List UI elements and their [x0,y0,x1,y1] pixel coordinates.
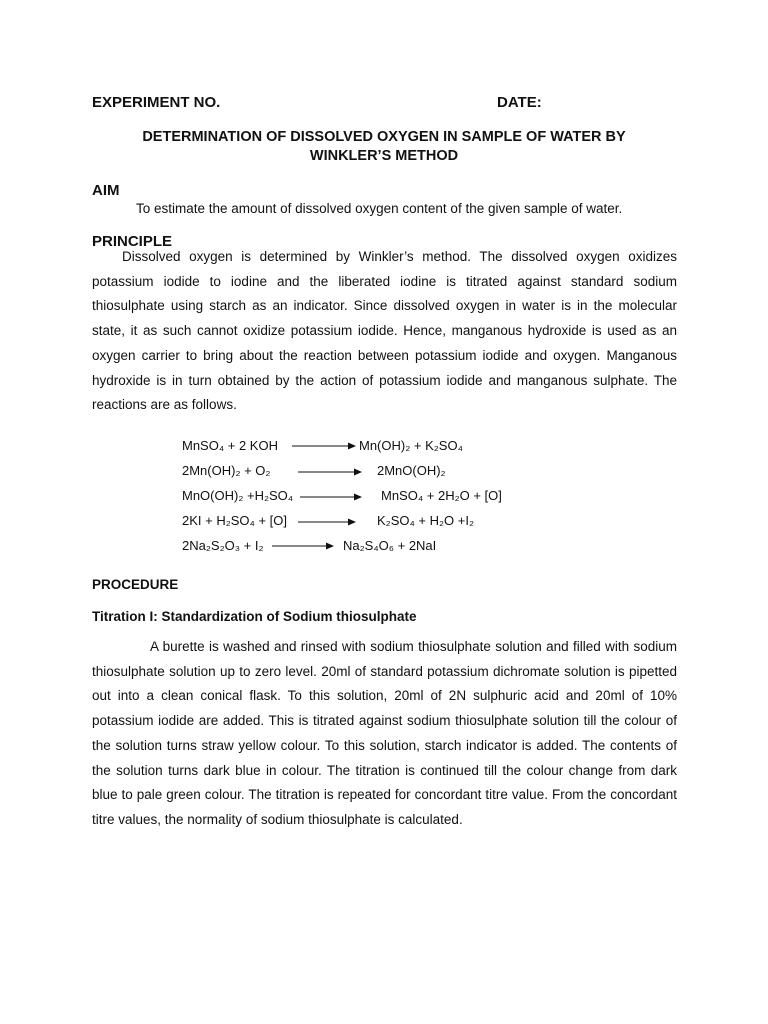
reaction-3-reactants: MnO(OH)₂ +H₂SO₄ [182,488,294,503]
reaction-4-products: K₂SO₄ + H₂O +I₂ [377,513,475,528]
procedure-heading: PROCEDURE [92,577,179,592]
procedure-paragraph [92,635,677,833]
procedure-text: A burette is washed and rinsed with sodium thiosulphate solution and filled with sodium thiosulphate solution up to zero level. 20ml of standard potassium dichromate solution is pipetted out into a clean conical flask. To this solution, 20ml of 2N sulphuric acid and 20ml of 10% potassium iodide are added. This is titrated against sodium thiosulphate solution till the colour of the solution turns straw yellow colour. To this solution, starch indicator is added. The contents of the solution turns dark blue in colour. The titration is continued till the colour change from dark blue to pale green colour. The titration is repeated for concordant titre value. From the concordant titre values, the normality of sodium thiosulphate is calculated. [92,639,677,827]
reaction-5-reactants: 2Na₂S₂O₃ + I₂ [182,538,264,553]
aim-heading: AIM [92,182,120,199]
principle-heading: PRINCIPLE [92,233,173,250]
document-title-line-1: DETERMINATION OF DISSOLVED OXYGEN IN SAMPLE OF WATER BY [142,129,626,145]
reaction-3-products: MnSO₄ + 2H₂O + [O] [381,488,502,503]
reaction-2-arrow-icon [298,468,362,476]
titration-subheading: Titration I: Standardization of Sodium thiosulphate [92,609,417,624]
reaction-2-products: 2MnO(OH)₂ [377,463,446,478]
reaction-3-arrow-icon [300,493,362,501]
aim-text: To estimate the amount of dissolved oxygen content of the given sample of water. [136,201,623,216]
reaction-1-arrow-icon [292,442,356,450]
reaction-1-products: Mn(OH)₂ + K₂SO₄ [359,438,463,453]
reaction-2-reactants: 2Mn(OH)₂ + O₂ [182,463,271,478]
experiment-number-label: EXPERIMENT NO. [92,94,221,111]
reaction-1-reactants: MnSO₄ + 2 KOH [182,438,278,453]
reaction-4-arrow-icon [298,518,356,526]
reaction-4-reactants: 2KI + H₂SO₄ + [O] [182,513,288,528]
reaction-5-arrow-icon [272,542,334,550]
principle-text: Dissolved oxygen is determined by Winkler’s method. The dissolved oxygen oxidizes potassium iodide to iodine and the liberated iodine is titrated against standard sodium thiosulphate using starch as an indicator. Since dissolved oxygen in water is in the molecular state, it as such cannot oxidize potassium iodide. Hence, manganous hydroxide is used as an oxygen carrier to bring about the reaction between potassium iodide and oxygen. Manganous hydroxide is in turn obtained by the action of potassium iodide and manganous sulphate. The reactions are as follows. [92,249,677,413]
date-label: DATE: [497,94,542,111]
document-title-line-2: WINKLER’S METHOD [309,148,459,164]
reaction-5-products: Na₂S₄O₆ + 2NaI [343,538,437,553]
